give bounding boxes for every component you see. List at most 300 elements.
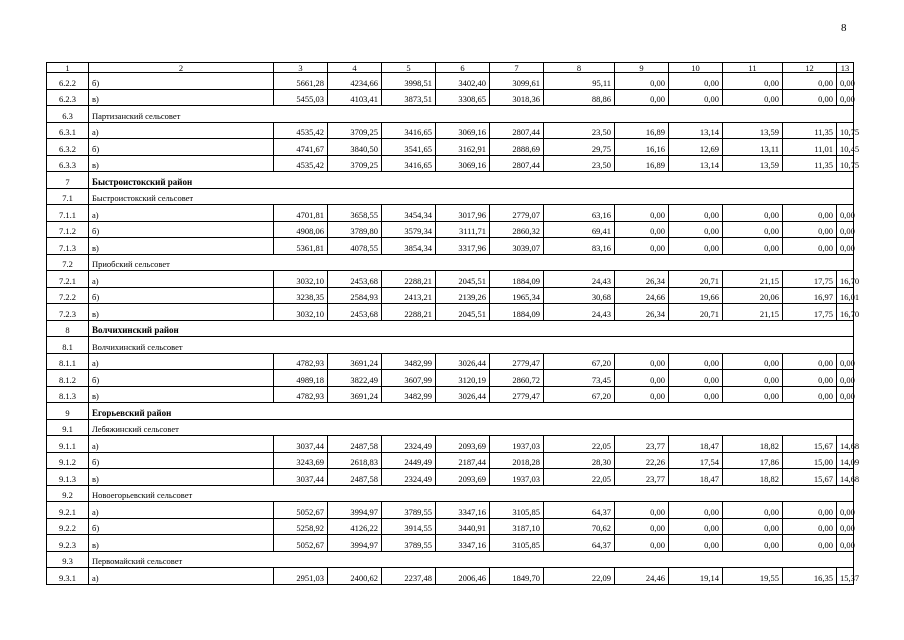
value-cell: 14,68: [837, 436, 854, 453]
value-cell: 2584,93: [328, 287, 382, 304]
value-cell: 4126,22: [328, 518, 382, 535]
value-cell: 4078,55: [328, 238, 382, 255]
value-cell: 1937,03: [490, 469, 544, 486]
value-cell: 5661,28: [274, 73, 328, 90]
value-cell: 16,70: [837, 271, 854, 288]
row-code-cell: 7.2: [47, 254, 89, 271]
value-cell: 0,00: [783, 353, 837, 370]
row-code-cell: 6.2.3: [47, 89, 89, 106]
row-code-cell: 8.1.1: [47, 353, 89, 370]
value-cell: 0,00: [783, 238, 837, 255]
value-cell: 0,00: [669, 386, 723, 403]
value-cell: 0,00: [783, 73, 837, 90]
value-cell: 5052,67: [274, 535, 328, 552]
settlement-row: [47, 419, 854, 436]
value-cell: 3854,34: [382, 238, 436, 255]
settlement-row: [47, 106, 854, 123]
value-cell: 13,59: [723, 122, 783, 139]
value-cell: 20,71: [669, 271, 723, 288]
variant-cell: а): [89, 122, 274, 139]
row-code-cell: 6.2.2: [47, 73, 89, 90]
value-cell: 16,35: [783, 568, 837, 585]
value-cell: 83,16: [544, 238, 615, 255]
value-cell: 3416,65: [382, 122, 436, 139]
value-cell: 3482,99: [382, 386, 436, 403]
column-number-cell: 5: [382, 63, 436, 73]
value-cell: 2888,69: [490, 139, 544, 156]
value-cell: 3317,96: [436, 238, 490, 255]
value-cell: 2324,49: [382, 436, 436, 453]
value-cell: 0,00: [615, 386, 669, 403]
table-row: [47, 139, 854, 156]
value-cell: 0,00: [615, 205, 669, 222]
value-cell: 3120,19: [436, 370, 490, 387]
row-code-cell: 9: [47, 403, 89, 420]
value-cell: 19,55: [723, 568, 783, 585]
row-code-cell: 6.3: [47, 106, 89, 123]
table-row: [47, 287, 854, 304]
table-row: [47, 502, 854, 519]
value-cell: 3658,55: [328, 205, 382, 222]
value-cell: 4701,81: [274, 205, 328, 222]
row-code-cell: 6.3.3: [47, 155, 89, 172]
value-cell: 14,09: [837, 452, 854, 469]
value-cell: 0,00: [723, 518, 783, 535]
value-cell: 0,00: [669, 502, 723, 519]
column-number-cell: 8: [544, 63, 615, 73]
variant-cell: в): [89, 386, 274, 403]
value-cell: 19,66: [669, 287, 723, 304]
value-cell: 0,00: [669, 518, 723, 535]
settlement-name: Новоегорьевский сельсовет: [89, 485, 854, 502]
value-cell: 2237,48: [382, 568, 436, 585]
value-cell: 2860,72: [490, 370, 544, 387]
value-cell: 5258,92: [274, 518, 328, 535]
value-cell: 3840,50: [328, 139, 382, 156]
value-cell: 18,47: [669, 436, 723, 453]
value-cell: 2618,83: [328, 452, 382, 469]
value-cell: 3691,24: [328, 353, 382, 370]
value-cell: 3789,55: [382, 502, 436, 519]
value-cell: 0,00: [837, 370, 854, 387]
value-cell: 0,00: [837, 502, 854, 519]
value-cell: 5052,67: [274, 502, 328, 519]
value-cell: 12,69: [669, 139, 723, 156]
value-cell: 0,00: [783, 221, 837, 238]
value-cell: 16,89: [615, 155, 669, 172]
value-cell: 18,47: [669, 469, 723, 486]
value-cell: 20,06: [723, 287, 783, 304]
row-code-cell: 9.2.1: [47, 502, 89, 519]
column-number-cell: 12: [783, 63, 837, 73]
settlement-name: Волчихинский сельсовет: [89, 337, 854, 354]
value-cell: 88,86: [544, 89, 615, 106]
value-cell: 4908,06: [274, 221, 328, 238]
column-number-cell: 10: [669, 63, 723, 73]
value-cell: 0,00: [615, 89, 669, 106]
table-row: [47, 386, 854, 403]
column-number-cell: 2: [89, 63, 274, 73]
value-cell: 3454,34: [382, 205, 436, 222]
value-cell: 15,37: [837, 568, 854, 585]
row-code-cell: 6.3.1: [47, 122, 89, 139]
value-cell: 0,00: [783, 370, 837, 387]
value-cell: 0,00: [615, 353, 669, 370]
value-cell: 3032,10: [274, 304, 328, 321]
table-row: [47, 205, 854, 222]
value-cell: 3105,85: [490, 502, 544, 519]
row-code-cell: 9.2.2: [47, 518, 89, 535]
variant-cell: в): [89, 304, 274, 321]
value-cell: 20,71: [669, 304, 723, 321]
row-code-cell: 7.2.2: [47, 287, 89, 304]
value-cell: 3243,69: [274, 452, 328, 469]
value-cell: 0,00: [723, 502, 783, 519]
value-cell: 3541,65: [382, 139, 436, 156]
value-cell: 11,01: [783, 139, 837, 156]
value-cell: 0,00: [615, 238, 669, 255]
column-number-cell: 7: [490, 63, 544, 73]
table-row: [47, 452, 854, 469]
value-cell: 24,43: [544, 271, 615, 288]
district-row: [47, 320, 854, 337]
value-cell: 2779,07: [490, 205, 544, 222]
value-cell: 0,00: [837, 89, 854, 106]
variant-cell: б): [89, 73, 274, 90]
value-cell: 2093,69: [436, 436, 490, 453]
value-cell: 17,86: [723, 452, 783, 469]
settlement-row: [47, 254, 854, 271]
row-code-cell: 9.1.1: [47, 436, 89, 453]
value-cell: 14,68: [837, 469, 854, 486]
value-cell: 2453,68: [328, 271, 382, 288]
row-code-cell: 9.1.3: [47, 469, 89, 486]
table-row: [47, 73, 854, 90]
value-cell: 26,34: [615, 304, 669, 321]
row-code-cell: 7.1.3: [47, 238, 89, 255]
variant-cell: а): [89, 568, 274, 585]
value-cell: 2093,69: [436, 469, 490, 486]
value-cell: 4535,42: [274, 122, 328, 139]
value-cell: 0,00: [615, 535, 669, 552]
settlement-row: [47, 551, 854, 568]
value-cell: 24,46: [615, 568, 669, 585]
value-cell: 19,14: [669, 568, 723, 585]
value-cell: 3402,40: [436, 73, 490, 90]
table-row: [47, 469, 854, 486]
district-row: [47, 403, 854, 420]
value-cell: 0,00: [783, 518, 837, 535]
value-cell: 16,70: [837, 304, 854, 321]
value-cell: 3162,91: [436, 139, 490, 156]
value-cell: 2045,51: [436, 271, 490, 288]
value-cell: 0,00: [669, 535, 723, 552]
value-cell: 0,00: [723, 238, 783, 255]
value-cell: 1965,34: [490, 287, 544, 304]
row-code-cell: 7.1.2: [47, 221, 89, 238]
table-row: [47, 89, 854, 106]
value-cell: 69,41: [544, 221, 615, 238]
value-cell: 0,00: [615, 221, 669, 238]
value-cell: 2951,03: [274, 568, 328, 585]
value-cell: 30,68: [544, 287, 615, 304]
column-number-cell: 3: [274, 63, 328, 73]
value-cell: 18,82: [723, 469, 783, 486]
table-row: [47, 568, 854, 585]
value-cell: 3026,44: [436, 353, 490, 370]
table-row: [47, 271, 854, 288]
row-code-cell: 9.1: [47, 419, 89, 436]
variant-cell: а): [89, 436, 274, 453]
row-code-cell: 7: [47, 172, 89, 189]
row-code-cell: 9.2.3: [47, 535, 89, 552]
row-code-cell: 9.2: [47, 485, 89, 502]
value-cell: 0,00: [723, 205, 783, 222]
table-row: [47, 353, 854, 370]
table-row: [47, 518, 854, 535]
value-cell: 13,59: [723, 155, 783, 172]
district-name: Егорьевский район: [89, 403, 854, 420]
value-cell: 67,20: [544, 353, 615, 370]
value-cell: 4782,93: [274, 386, 328, 403]
value-cell: 0,00: [669, 205, 723, 222]
value-cell: 0,00: [783, 502, 837, 519]
variant-cell: б): [89, 518, 274, 535]
settlement-row: [47, 485, 854, 502]
variant-cell: а): [89, 353, 274, 370]
value-cell: 0,00: [783, 386, 837, 403]
table-row: [47, 304, 854, 321]
value-cell: 3099,61: [490, 73, 544, 90]
table-row: [47, 238, 854, 255]
value-cell: 2288,21: [382, 271, 436, 288]
value-cell: 13,11: [723, 139, 783, 156]
value-cell: 2860,32: [490, 221, 544, 238]
value-cell: 3440,91: [436, 518, 490, 535]
variant-cell: б): [89, 139, 274, 156]
row-code-cell: 8.1: [47, 337, 89, 354]
value-cell: 4782,93: [274, 353, 328, 370]
value-cell: 1884,09: [490, 304, 544, 321]
value-cell: 0,00: [837, 518, 854, 535]
value-cell: 0,00: [723, 353, 783, 370]
value-cell: 0,00: [837, 221, 854, 238]
value-cell: 3238,35: [274, 287, 328, 304]
value-cell: 0,00: [783, 205, 837, 222]
value-cell: 3789,80: [328, 221, 382, 238]
value-cell: 23,77: [615, 436, 669, 453]
column-number-cell: 11: [723, 63, 783, 73]
value-cell: 2807,44: [490, 122, 544, 139]
value-cell: 23,50: [544, 122, 615, 139]
value-cell: 3994,97: [328, 535, 382, 552]
value-cell: 0,00: [669, 238, 723, 255]
variant-cell: в): [89, 89, 274, 106]
value-cell: 16,16: [615, 139, 669, 156]
value-cell: 2187,44: [436, 452, 490, 469]
value-cell: 3607,99: [382, 370, 436, 387]
value-cell: 2779,47: [490, 386, 544, 403]
settlement-row: [47, 337, 854, 354]
value-cell: 63,16: [544, 205, 615, 222]
value-cell: 0,00: [615, 518, 669, 535]
value-cell: 15,00: [783, 452, 837, 469]
value-cell: 0,00: [669, 370, 723, 387]
value-cell: 2045,51: [436, 304, 490, 321]
table-row: [47, 155, 854, 172]
value-cell: 2006,46: [436, 568, 490, 585]
value-cell: 3416,65: [382, 155, 436, 172]
value-cell: 0,00: [723, 370, 783, 387]
value-cell: 22,26: [615, 452, 669, 469]
table-row: [47, 221, 854, 238]
value-cell: 18,82: [723, 436, 783, 453]
value-cell: 0,00: [783, 89, 837, 106]
table-row: [47, 122, 854, 139]
value-cell: 21,15: [723, 304, 783, 321]
row-code-cell: 9.3: [47, 551, 89, 568]
value-cell: 2487,58: [328, 436, 382, 453]
value-cell: 95,11: [544, 73, 615, 90]
variant-cell: а): [89, 271, 274, 288]
value-cell: 0,00: [837, 73, 854, 90]
value-cell: 3032,10: [274, 271, 328, 288]
table-row: [47, 370, 854, 387]
value-cell: 0,00: [723, 73, 783, 90]
column-number-cell: 6: [436, 63, 490, 73]
value-cell: 28,30: [544, 452, 615, 469]
row-code-cell: 7.1: [47, 188, 89, 205]
value-cell: 15,67: [783, 436, 837, 453]
value-cell: 3691,24: [328, 386, 382, 403]
value-cell: 0,00: [615, 370, 669, 387]
page-number: 8: [841, 22, 847, 34]
value-cell: 3789,55: [382, 535, 436, 552]
row-code-cell: 8.1.3: [47, 386, 89, 403]
value-cell: 0,00: [837, 386, 854, 403]
value-cell: 0,00: [783, 535, 837, 552]
settlement-name: Лебяжинский сельсовет: [89, 419, 854, 436]
value-cell: 1849,70: [490, 568, 544, 585]
value-cell: 3026,44: [436, 386, 490, 403]
value-cell: 4535,42: [274, 155, 328, 172]
district-row: [47, 172, 854, 189]
variant-cell: б): [89, 452, 274, 469]
value-cell: 67,20: [544, 386, 615, 403]
row-code-cell: 8: [47, 320, 89, 337]
row-code-cell: 7.2.1: [47, 271, 89, 288]
column-number-cell: 1: [47, 63, 89, 73]
variant-cell: в): [89, 238, 274, 255]
value-cell: 10,75: [837, 122, 854, 139]
value-cell: 2779,47: [490, 353, 544, 370]
column-number-cell: 9: [615, 63, 669, 73]
value-cell: 4989,18: [274, 370, 328, 387]
value-cell: 0,00: [669, 89, 723, 106]
value-cell: 2449,49: [382, 452, 436, 469]
value-cell: 4234,66: [328, 73, 382, 90]
value-cell: 0,00: [837, 535, 854, 552]
value-cell: 2324,49: [382, 469, 436, 486]
value-cell: 2139,26: [436, 287, 490, 304]
value-cell: 3822,49: [328, 370, 382, 387]
value-cell: 3105,85: [490, 535, 544, 552]
value-cell: 0,00: [669, 353, 723, 370]
row-code-cell: 7.1.1: [47, 205, 89, 222]
value-cell: 0,00: [723, 221, 783, 238]
value-cell: 0,00: [723, 535, 783, 552]
value-cell: 3037,44: [274, 436, 328, 453]
value-cell: 17,54: [669, 452, 723, 469]
value-cell: 4103,41: [328, 89, 382, 106]
value-cell: 3914,55: [382, 518, 436, 535]
value-cell: 26,34: [615, 271, 669, 288]
value-cell: 3873,51: [382, 89, 436, 106]
value-cell: 3037,44: [274, 469, 328, 486]
value-cell: 22,09: [544, 568, 615, 585]
value-cell: 2413,21: [382, 287, 436, 304]
value-cell: 0,00: [723, 89, 783, 106]
row-code-cell: 7.2.3: [47, 304, 89, 321]
value-cell: 3482,99: [382, 353, 436, 370]
value-cell: 3069,16: [436, 122, 490, 139]
value-cell: 0,00: [837, 353, 854, 370]
row-code-cell: 9.3.1: [47, 568, 89, 585]
value-cell: 0,00: [837, 238, 854, 255]
value-cell: 1884,09: [490, 271, 544, 288]
value-cell: 15,67: [783, 469, 837, 486]
value-cell: 70,62: [544, 518, 615, 535]
value-cell: 10,75: [837, 155, 854, 172]
value-cell: 1937,03: [490, 436, 544, 453]
value-cell: 2807,44: [490, 155, 544, 172]
variant-cell: а): [89, 502, 274, 519]
variant-cell: в): [89, 155, 274, 172]
value-cell: 0,00: [723, 386, 783, 403]
value-cell: 17,75: [783, 271, 837, 288]
value-cell: 11,35: [783, 155, 837, 172]
row-code-cell: 8.1.2: [47, 370, 89, 387]
settlement-name: Быстроистокский сельсовет: [89, 188, 854, 205]
settlement-name: Первомайский сельсовет: [89, 551, 854, 568]
table-row: [47, 436, 854, 453]
tariff-table: [46, 62, 860, 585]
value-cell: 3994,97: [328, 502, 382, 519]
value-cell: 5455,03: [274, 89, 328, 106]
column-number-cell: 4: [328, 63, 382, 73]
settlement-row: [47, 188, 854, 205]
variant-cell: а): [89, 205, 274, 222]
variant-cell: б): [89, 370, 274, 387]
value-cell: 16,97: [783, 287, 837, 304]
value-cell: 5361,81: [274, 238, 328, 255]
value-cell: 64,37: [544, 502, 615, 519]
value-cell: 24,66: [615, 287, 669, 304]
value-cell: 22,05: [544, 436, 615, 453]
variant-cell: в): [89, 469, 274, 486]
value-cell: 4741,67: [274, 139, 328, 156]
row-code-cell: 9.1.2: [47, 452, 89, 469]
value-cell: 24,43: [544, 304, 615, 321]
value-cell: 0,00: [837, 205, 854, 222]
value-cell: 3017,96: [436, 205, 490, 222]
value-cell: 3998,51: [382, 73, 436, 90]
settlement-name: Партизанский сельсовет: [89, 106, 854, 123]
column-number-row: [47, 63, 854, 73]
value-cell: 0,00: [615, 73, 669, 90]
value-cell: 3187,10: [490, 518, 544, 535]
value-cell: 64,37: [544, 535, 615, 552]
